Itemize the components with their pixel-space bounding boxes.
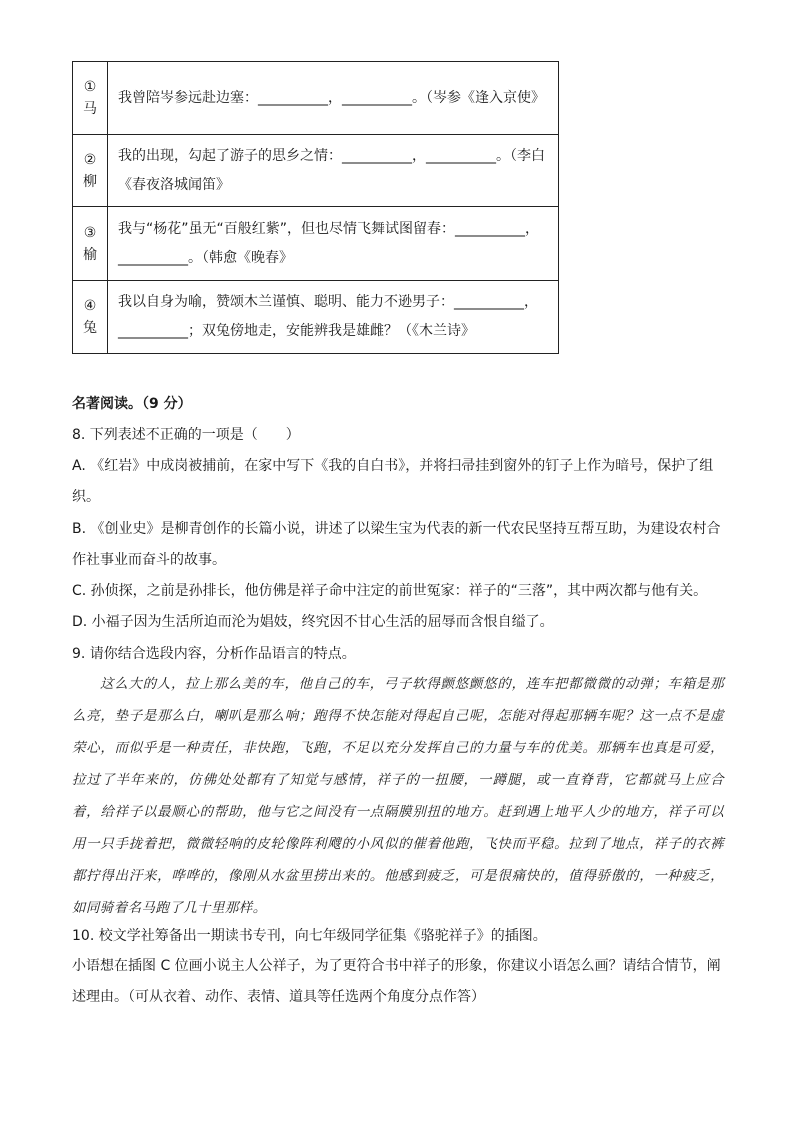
section-title: 名著阅读。（9 分） bbox=[72, 396, 192, 412]
question-8-option-d: D. 小福子因为生活所迫而沦为娼妓，终究因不甘心生活的屈辱而含恨自缢了。 bbox=[72, 614, 554, 630]
table-row bbox=[73, 62, 559, 135]
table-row bbox=[73, 281, 559, 354]
row-character: 兔 bbox=[83, 320, 97, 336]
row-number: ③ bbox=[83, 224, 97, 241]
row-key-rabbit bbox=[73, 281, 108, 354]
row-text: 我以自身为喻，赞颂木兰谨慎、聪明、能力不逊男子：__________，__________；双兔傍地走，安能辨我是雄雌？（《木兰诗》 bbox=[108, 281, 559, 354]
row-text: 我曾陪岑参远赴边塞：__________，__________。（岑参《逢入京使》 bbox=[108, 62, 559, 135]
question-10-stem: 10. 校文学社筹备出一期读书专刊，向七年级同学征集《骆驼祥子》的插图。 bbox=[72, 928, 547, 944]
question-8-stem: 8. 下列表述不正确的一项是（ ） bbox=[72, 427, 300, 443]
row-character: 榆 bbox=[83, 246, 97, 263]
row-key-horse bbox=[73, 62, 108, 135]
row-number: ② bbox=[83, 151, 97, 168]
row-number: ① bbox=[83, 79, 97, 95]
row-character: 柳 bbox=[83, 173, 97, 190]
row-key-elm bbox=[73, 207, 108, 281]
question-8-option-a: A. 《红岩》中成岗被捕前，在家中写下《我的自白书》，并将扫帚挂到窗外的钉子上作为暗号，保护了组织。 bbox=[72, 458, 714, 505]
novel-excerpt: 这么大的人，拉上那么美的车，他自己的车，弓子软得颤悠颤悠的，连车把都微微的动弹；车箱是那么亮，垫子是那么白，喇叭是那么响；跑得不快怎能对得起自己呢，怎能对得起那辆车呢？这一点不是虚荣心，而似乎是一种责任，非快跑，飞跑，不足以充分发挥自己的力量与车的优美。那辆车也真是可爱，拉过了半年来的，仿佛处处都有了知觉与感情，祥子的一扭腰，一蹲腿，或一直脊背，它都就马上应合着，给祥子以最顺心的帮助，他与它之间没有一点隔膜别扭的地方。赶到遇上地平人少的地方，祥子可以用一只手拢着把，微微轻响的皮轮像阵利飕的小风似的催着他跑，飞快而平稳。拉到了地点，祥子的衣裤都拧得出汗来，哗哗的，像刚从水盆里捞出来的。他感到疲乏，可是很痛快的，值得骄傲的，一种疲乏，如同骑着名马跑了几十里那样。 bbox=[72, 676, 724, 916]
question-8-option-c: C. 孙侦探，之前是孙排长，他仿佛是祥子命中注定的前世冤家：祥子的“三落”，其中两次都与他有关。 bbox=[72, 583, 708, 599]
table-row bbox=[73, 135, 559, 207]
question-10-body: 小语想在插图 C 位画小说主人公祥子，为了更符合书中祥子的形象，你建议小语怎么画？请结合情节，阐述理由。（可从衣着、动作、表情、道具等任选两个角度分点作答） bbox=[72, 958, 721, 1005]
question-8-option-b: B. 《创业史》是柳青创作的长篇小说，讲述了以梁生宝为代表的新一代农民坚持互帮互助，为建设农村合作社事业而奋斗的故事。 bbox=[72, 521, 721, 568]
row-text: 我与“杨花”虽无“百般红紫”，但也尽情飞舞试图留春：__________，__________。（韩愈《晚春》 bbox=[108, 207, 559, 281]
question-9-stem: 9. 请你结合选段内容，分析作品语言的特点。 bbox=[72, 646, 356, 662]
poetry-table bbox=[72, 61, 559, 354]
table-row bbox=[73, 207, 559, 281]
row-key-willow bbox=[73, 135, 108, 207]
row-text: 我的出现，勾起了游子的思乡之情：__________，__________。（李白《春夜洛城闻笛》 bbox=[108, 135, 559, 207]
row-character: 马 bbox=[83, 101, 97, 117]
row-number: ④ bbox=[83, 298, 97, 314]
